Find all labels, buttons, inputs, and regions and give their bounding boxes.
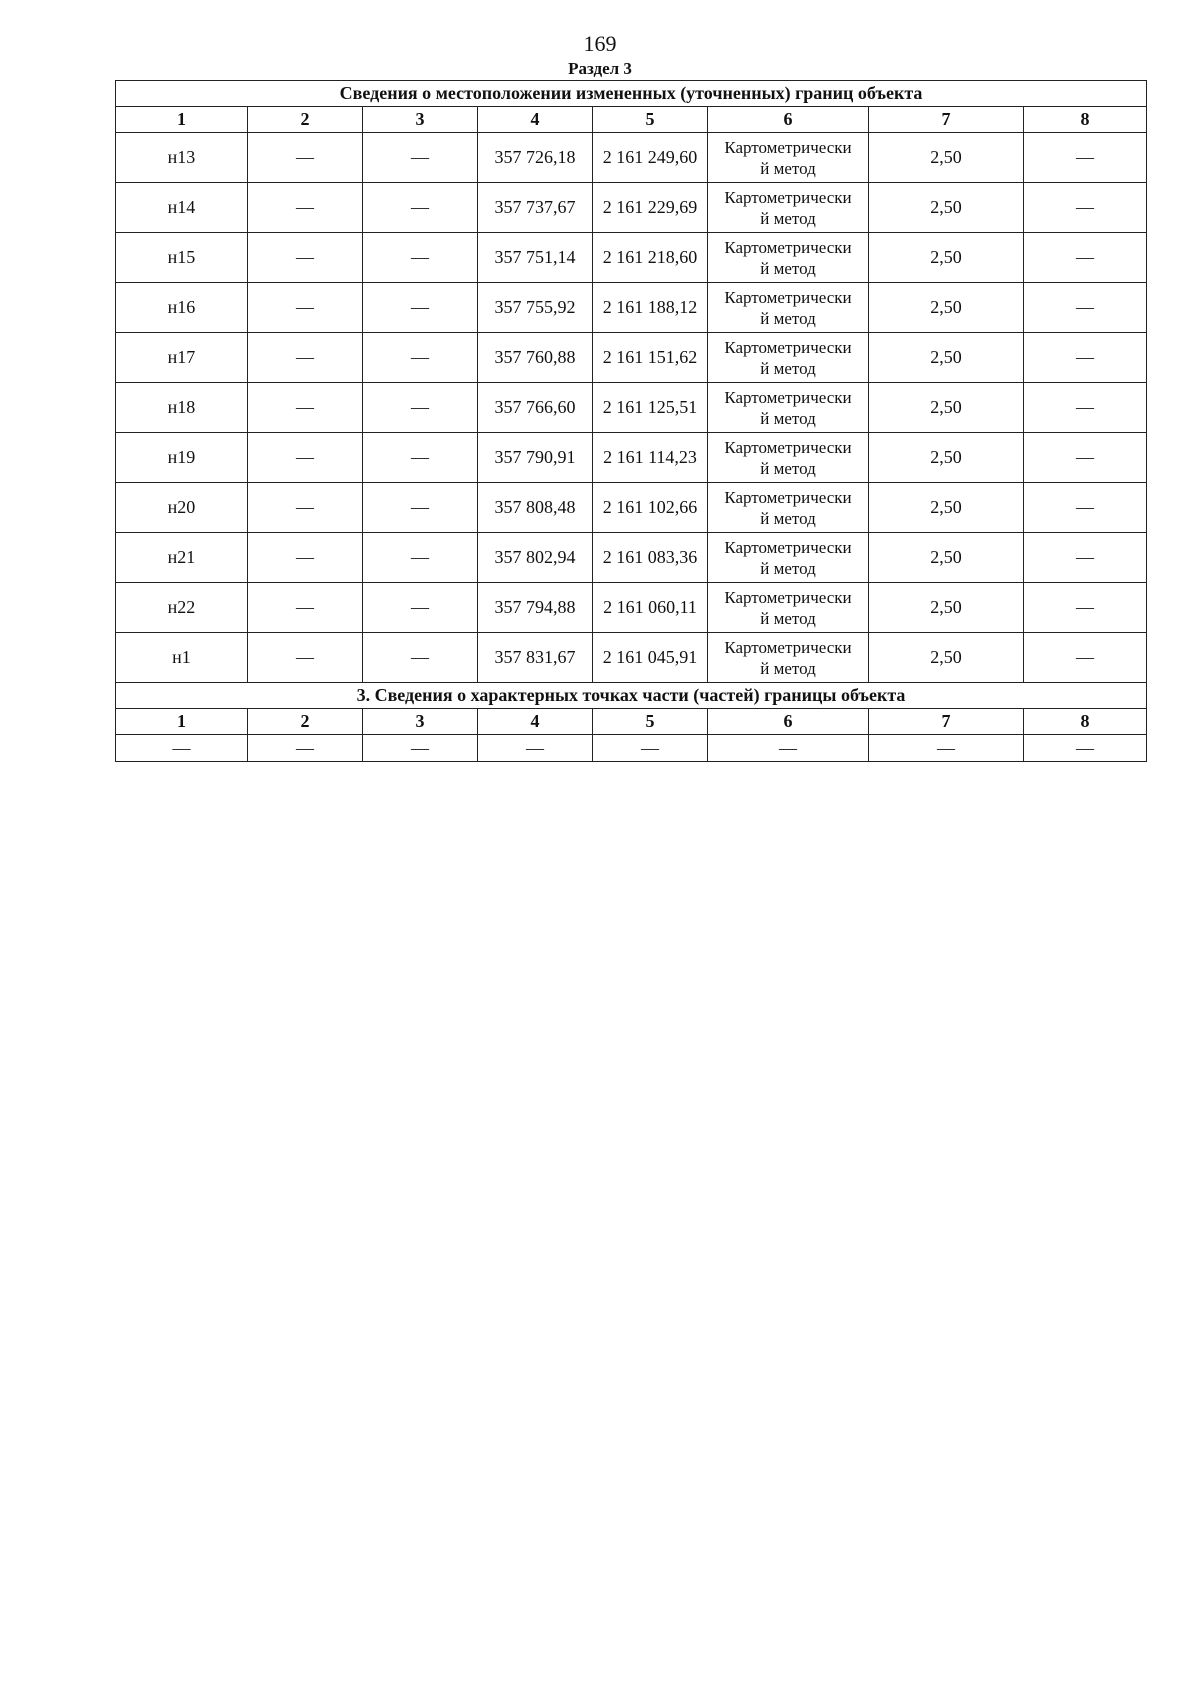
point-cell: н15 [116, 233, 248, 283]
method-line-1: Картометрически [724, 237, 852, 257]
x-coordinate-cell: 357 760,88 [478, 333, 593, 383]
table-row [116, 133, 1147, 183]
col2-cell: — [248, 383, 363, 433]
table-row [116, 283, 1147, 333]
table2-empty-cell: — [708, 735, 869, 762]
table2-empty-cell: — [116, 735, 248, 762]
col8-cell: — [1024, 333, 1147, 383]
x-coordinate-cell: 357 831,67 [478, 633, 593, 683]
method-line-1: Картометрически [724, 637, 852, 657]
table2-header-row [116, 709, 1147, 735]
x-coordinate-cell: 357 790,91 [478, 433, 593, 483]
method-line-1: Картометрически [724, 287, 852, 307]
table2-header-cell: 4 [478, 709, 593, 735]
method-cell [708, 233, 869, 283]
method-line-1: Картометрически [724, 187, 852, 207]
table1-header-row [116, 107, 1147, 133]
method-line-2: й метод [760, 258, 816, 278]
method-cell [708, 533, 869, 583]
table1-header-cell: 4 [478, 107, 593, 133]
col3-cell: — [363, 483, 478, 533]
table-row [116, 383, 1147, 433]
table1-header-cell: 6 [708, 107, 869, 133]
table2-empty-cell: — [1024, 735, 1147, 762]
col3-cell: — [363, 133, 478, 183]
method-line-2: й метод [760, 208, 816, 228]
method-cell [708, 183, 869, 233]
col2-cell: — [248, 133, 363, 183]
method-cell [708, 333, 869, 383]
table2-header-cell: 2 [248, 709, 363, 735]
table2-empty-cell: — [248, 735, 363, 762]
method-line-1: Картометрически [724, 387, 852, 407]
method-line-1: Картометрически [724, 537, 852, 557]
col2-cell: — [248, 633, 363, 683]
point-cell: н21 [116, 533, 248, 583]
col3-cell: — [363, 433, 478, 483]
x-coordinate-cell: 357 794,88 [478, 583, 593, 633]
point-cell: н22 [116, 583, 248, 633]
method-line-2: й метод [760, 158, 816, 178]
accuracy-cell: 2,50 [869, 633, 1024, 683]
method-line-1: Картометрически [724, 137, 852, 157]
method-cell [708, 133, 869, 183]
accuracy-cell: 2,50 [869, 383, 1024, 433]
col3-cell: — [363, 583, 478, 633]
x-coordinate-cell: 357 766,60 [478, 383, 593, 433]
y-coordinate-cell: 2 161 229,69 [593, 183, 708, 233]
point-cell: н17 [116, 333, 248, 383]
col8-cell: — [1024, 433, 1147, 483]
point-cell: н1 [116, 633, 248, 683]
accuracy-cell: 2,50 [869, 133, 1024, 183]
method-cell [708, 583, 869, 633]
y-coordinate-cell: 2 161 102,66 [593, 483, 708, 533]
y-coordinate-cell: 2 161 060,11 [593, 583, 708, 633]
col3-cell: — [363, 383, 478, 433]
table2-header-cell: 7 [869, 709, 1024, 735]
section-label: Раздел 3 [568, 59, 632, 78]
table-row [116, 533, 1147, 583]
method-cell [708, 433, 869, 483]
table2-header-cell: 8 [1024, 709, 1147, 735]
table-row [116, 233, 1147, 283]
col3-cell: — [363, 183, 478, 233]
col8-cell: — [1024, 633, 1147, 683]
y-coordinate-cell: 2 161 083,36 [593, 533, 708, 583]
table2-empty-cell: — [363, 735, 478, 762]
col3-cell: — [363, 283, 478, 333]
page-number: 169 [583, 31, 617, 56]
col2-cell: — [248, 183, 363, 233]
method-line-2: й метод [760, 558, 816, 578]
table1-title-row [116, 81, 1147, 107]
table2-header-cell: 3 [363, 709, 478, 735]
point-cell: н13 [116, 133, 248, 183]
table2-empty-row [116, 735, 1147, 762]
table-row [116, 483, 1147, 533]
table2-empty-cell: — [593, 735, 708, 762]
table2-header-cell: 6 [708, 709, 869, 735]
table-row [116, 583, 1147, 633]
y-coordinate-cell: 2 161 045,91 [593, 633, 708, 683]
y-coordinate-cell: 2 161 218,60 [593, 233, 708, 283]
table1-title: Сведения о местоположении измененных (уточненных) границ объекта [116, 81, 1147, 107]
table1-header-cell: 3 [363, 107, 478, 133]
col2-cell: — [248, 433, 363, 483]
col8-cell: — [1024, 183, 1147, 233]
method-line-2: й метод [760, 658, 816, 678]
method-line-1: Картометрически [724, 487, 852, 507]
table1-header-cell: 8 [1024, 107, 1147, 133]
y-coordinate-cell: 2 161 125,51 [593, 383, 708, 433]
x-coordinate-cell: 357 737,67 [478, 183, 593, 233]
accuracy-cell: 2,50 [869, 283, 1024, 333]
col2-cell: — [248, 233, 363, 283]
col3-cell: — [363, 333, 478, 383]
y-coordinate-cell: 2 161 188,12 [593, 283, 708, 333]
table-row [116, 183, 1147, 233]
method-line-1: Картометрически [724, 437, 852, 457]
table2-empty-cell: — [478, 735, 593, 762]
table2-title-row [116, 683, 1147, 709]
table1-header-cell: 1 [116, 107, 248, 133]
table-row [116, 333, 1147, 383]
col3-cell: — [363, 533, 478, 583]
point-cell: н14 [116, 183, 248, 233]
col8-cell: — [1024, 583, 1147, 633]
table2-title: 3. Сведения о характерных точках части (частей) границы объекта [116, 683, 1147, 709]
method-line-2: й метод [760, 358, 816, 378]
accuracy-cell: 2,50 [869, 233, 1024, 283]
point-cell: н20 [116, 483, 248, 533]
method-line-2: й метод [760, 508, 816, 528]
col3-cell: — [363, 233, 478, 283]
col8-cell: — [1024, 233, 1147, 283]
col2-cell: — [248, 333, 363, 383]
col8-cell: — [1024, 133, 1147, 183]
col8-cell: — [1024, 483, 1147, 533]
method-line-2: й метод [760, 608, 816, 628]
table1-header-cell: 2 [248, 107, 363, 133]
y-coordinate-cell: 2 161 249,60 [593, 133, 708, 183]
method-line-1: Картометрически [724, 587, 852, 607]
table1-header-cell: 5 [593, 107, 708, 133]
col8-cell: — [1024, 283, 1147, 333]
method-line-2: й метод [760, 308, 816, 328]
table2-header-cell: 1 [116, 709, 248, 735]
method-line-2: й метод [760, 458, 816, 478]
y-coordinate-cell: 2 161 114,23 [593, 433, 708, 483]
col2-cell: — [248, 533, 363, 583]
col8-cell: — [1024, 383, 1147, 433]
boundary-table [115, 80, 1147, 762]
accuracy-cell: 2,50 [869, 433, 1024, 483]
x-coordinate-cell: 357 802,94 [478, 533, 593, 583]
point-cell: н18 [116, 383, 248, 433]
col2-cell: — [248, 283, 363, 333]
x-coordinate-cell: 357 755,92 [478, 283, 593, 333]
accuracy-cell: 2,50 [869, 333, 1024, 383]
col8-cell: — [1024, 533, 1147, 583]
table2-empty-cell: — [869, 735, 1024, 762]
method-cell [708, 283, 869, 333]
method-cell [708, 633, 869, 683]
method-cell [708, 483, 869, 533]
accuracy-cell: 2,50 [869, 483, 1024, 533]
table1-header-cell: 7 [869, 107, 1024, 133]
col2-cell: — [248, 483, 363, 533]
col2-cell: — [248, 583, 363, 633]
x-coordinate-cell: 357 726,18 [478, 133, 593, 183]
table2-header-cell: 5 [593, 709, 708, 735]
method-line-1: Картометрически [724, 337, 852, 357]
table-row [116, 633, 1147, 683]
accuracy-cell: 2,50 [869, 583, 1024, 633]
method-line-2: й метод [760, 408, 816, 428]
point-cell: н16 [116, 283, 248, 333]
y-coordinate-cell: 2 161 151,62 [593, 333, 708, 383]
accuracy-cell: 2,50 [869, 533, 1024, 583]
method-cell [708, 383, 869, 433]
table-row [116, 433, 1147, 483]
col3-cell: — [363, 633, 478, 683]
x-coordinate-cell: 357 751,14 [478, 233, 593, 283]
point-cell: н19 [116, 433, 248, 483]
accuracy-cell: 2,50 [869, 183, 1024, 233]
x-coordinate-cell: 357 808,48 [478, 483, 593, 533]
